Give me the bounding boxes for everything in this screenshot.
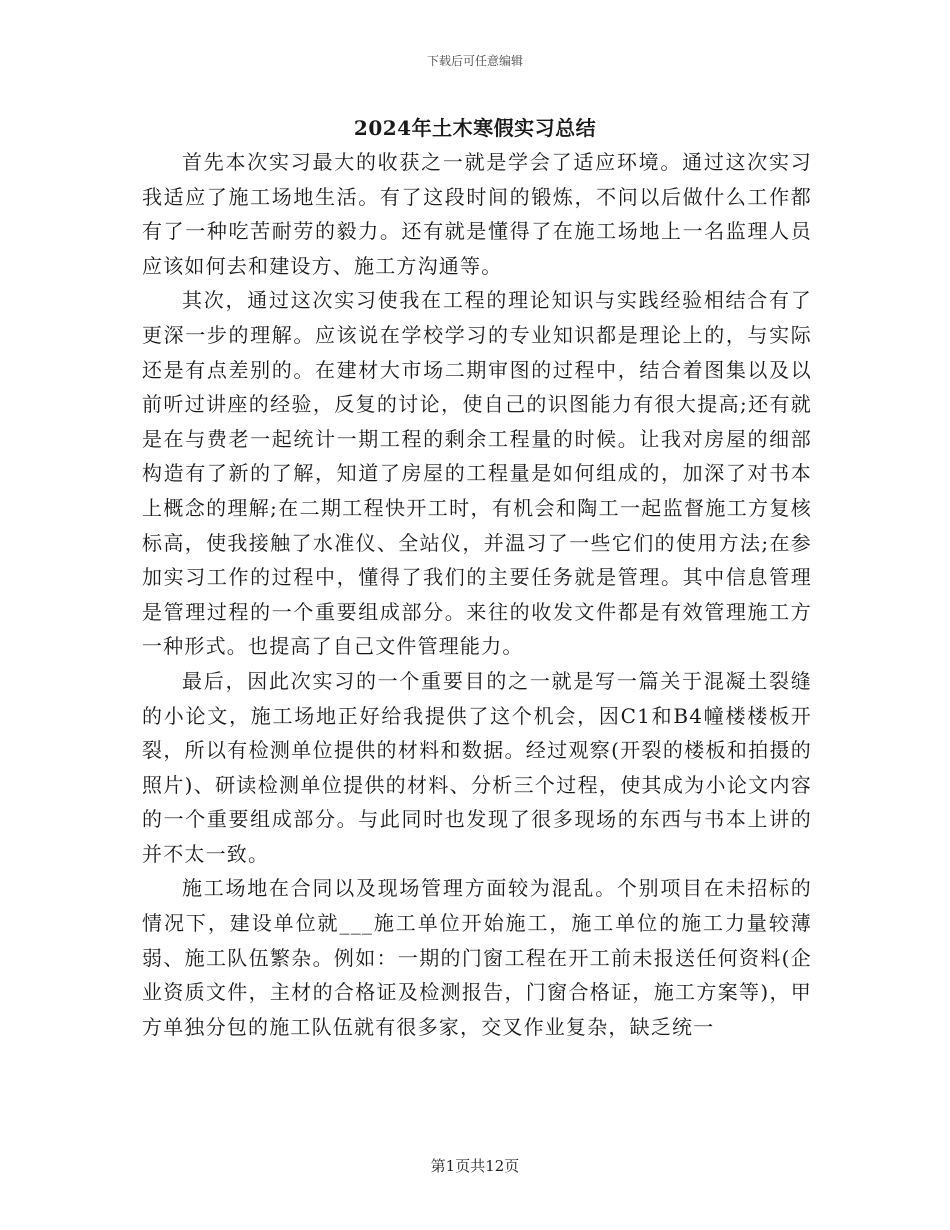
paragraph-2: 其次，通过这次实习使我在工程的理论知识与实践经验相结合有了更深一步的理解。应该说在学校学习的专业知识都是理论上的，与实际还是有点差别的。在建材大市场二期审图的过程中，结合着图集以及以前听过讲座的经验，反复的讨论，使自己的识图能力有很大提高;还有就是在与费老一起统计一期工程的剩余工程量的时候。让我对房屋的细部构造有了新的了解，知道了房屋的工程量是如何组成的，加深了对书本上概念的理解;在二期工程快开工时，有机会和陶工一起监督施工方复核标高，使我接触了水准仪、全站仪，并温习了一些它们的使用方法;在参加实习工作的过程中，懂得了我们的主要任务就是管理。其中信息管理是管理过程的一个重要组成部分。来往的收发文件都是有效管理施工方一种形式。也提高了自己文件管理能力。 [142,288,812,659]
page-header: 下载后可任意编辑 [426,54,523,68]
page-number: 第1页共12页 [430,1157,520,1175]
document-body [142,145,812,1044]
paragraph-4: 施工场地在合同以及现场管理方面较为混乱。个别项目在未招标的情况下，建设单位就___施工单位开始施工，施工单位的施工力量较薄弱、施工队伍繁杂。例如：一期的门窗工程在开工前未报送任何资料(企业资质文件，主材的合格证及检测报告，门窗合格证，施工方案等)，甲方单独分包的施工队伍就有很多家，交叉作业复杂，缺乏统一 [142,876,812,1039]
paragraph-1: 首先本次实习最大的收获之一就是学会了适应环境。通过这次实习我适应了施工场地生活。有了这段时间的锻炼，不问以后做什么工作都有了一种吃苦耐劳的毅力。还有就是懂得了在施工场地上一名监理人员应该如何去和建设方、施工方沟通等。 [142,150,812,278]
paragraph-3: 最后，因此次实习的一个重要目的之一就是写一篇关于混凝土裂缝的小论文，施工场地正好给我提供了这个机会，因C1和B4幢楼楼板开裂，所以有检测单位提供的材料和数据。经过观察(开裂的楼板和拍摄的照片)、研读检测单位提供的材料、分析三个过程，使其成为小论文内容的一个重要组成部分。与此同时也发现了很多现场的东西与书本上讲的并不太一致。 [142,668,812,866]
document-title: 2024年土木寒假实习总结 [353,116,597,140]
